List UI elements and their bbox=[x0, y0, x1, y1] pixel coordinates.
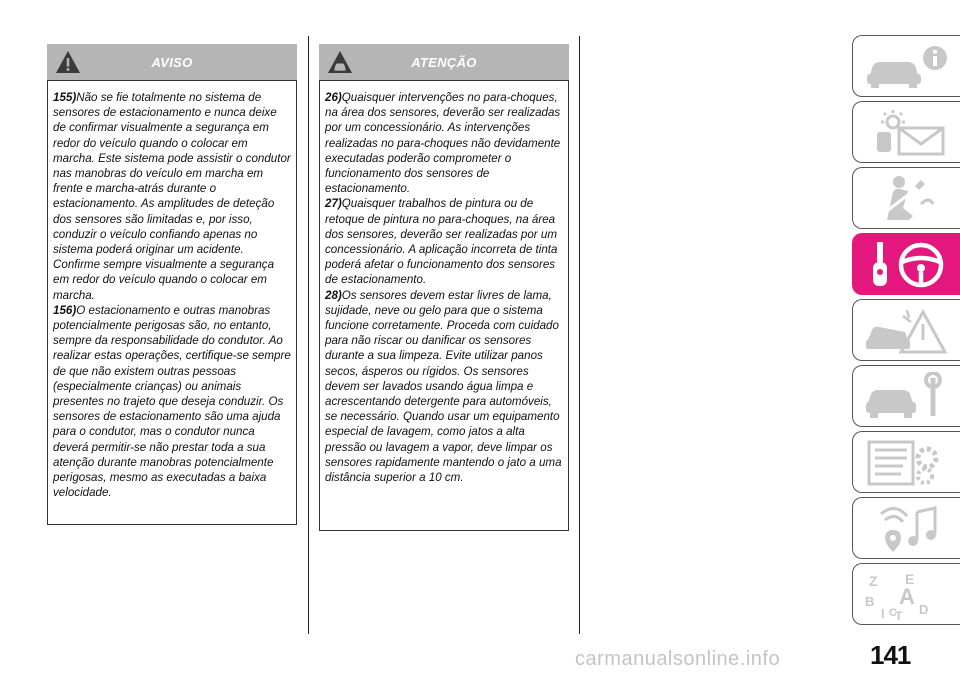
safety-seat-icon bbox=[863, 174, 953, 224]
chapter-tab-maintenance[interactable] bbox=[852, 365, 960, 427]
note-number: 28) bbox=[325, 288, 342, 302]
note-text: Quaisquer intervenções no para-choques, na área dos sensores, deverão ser realizadas por um concessionário. As intervenções realizadas no para-choques não devidamente executadas poderão comprometer o funcionamento dos sensores de estacionamento. bbox=[325, 91, 561, 196]
note-text: Quaisquer trabalhos de pintura ou de retoque de pintura no para-choques, na área dos sensores, deverão ser realizadas por um concessionário. A aplicação incorreta de tinta poderá afetar o funcionamento dos sensores de estacionamento. bbox=[325, 197, 558, 287]
warning-note bbox=[53, 303, 291, 501]
caution-box-header bbox=[319, 44, 569, 80]
warning-box bbox=[47, 44, 297, 525]
caution-note bbox=[325, 288, 563, 486]
note-text: Não se fie totalmente no sistema de sensores de estacionamento e nunca deixe de confirmar visualmente a segurança em redor do veículo quando o colocar em marcha. Este sistema pode assistir o condutor nas manobras do veículo em marcha em frente e marcha-atrás durante o estacionamento. As amplitudes de deteção dos sensores são limitadas e, por isso, conduzir o veículo confiando apenas no sistema poderá originar um acidente. Confirme sempre visualmente a segurança em redor do veículo quando o colocar em marcha. bbox=[53, 91, 291, 302]
svg-text:T: T bbox=[895, 609, 903, 620]
caution-box bbox=[319, 44, 569, 531]
svg-text:Z: Z bbox=[869, 573, 878, 589]
warning-box-header bbox=[47, 44, 297, 80]
caution-note bbox=[325, 90, 563, 196]
svg-text:B: B bbox=[865, 594, 875, 609]
column-divider-left bbox=[308, 36, 309, 634]
note-number: 156) bbox=[53, 303, 77, 317]
note-number: 27) bbox=[325, 197, 342, 211]
svg-text:C: C bbox=[889, 607, 897, 619]
car-maintenance-icon bbox=[863, 372, 953, 422]
steering-key-icon bbox=[863, 240, 953, 290]
note-text: O estacionamento e outras manobras potencialmente perigosas são, no entanto, sempre da responsabilidade do condutor. Ao realizar estas operações, certifique-se sempre de que não existem outras pessoas (especialmente crianças) ou animais presentes no trajeto que deseja conduzir. Os sensores de estacionamento são uma ajuda para o condutor, mas o condutor nunca deverá permitir-se não prestar toda a sua atenção durante manobras potencialmente perigosas, mesmo as executadas a baixa velocidade. bbox=[53, 303, 291, 500]
caution-note bbox=[325, 196, 563, 287]
svg-text:E: E bbox=[905, 571, 915, 587]
caution-box-body bbox=[319, 80, 569, 531]
warning-note bbox=[53, 90, 291, 303]
chapter-tab-technical-data[interactable] bbox=[852, 431, 960, 493]
page-number: 141 bbox=[870, 640, 911, 670]
car-caution-triangle-icon bbox=[327, 50, 353, 74]
note-text: Os sensores devem estar livres de lama, sujidade, neve ou gelo para que o sistema funcione corretamente. Proceda com cuidado para não riscar ou danificar os sensores durante a sua limpeza. Evite utilizar panos secos, ásperos ou rígidos. Os sensores devem ser lavados usando água limpa e acrescentando detergente para automóveis, se necessário. Quando usar um equipamento especial de lavagem, como jatos a alta pressão ou lavagem a vapor, deve limpar os sensores rapidamente mantendo o jato a uma distância superior a 10 cm. bbox=[325, 288, 562, 485]
warning-box-title: AVISO bbox=[151, 54, 193, 70]
watermark: carmanualsonline.info bbox=[575, 648, 781, 670]
svg-text:D: D bbox=[919, 602, 929, 617]
column-divider-right bbox=[579, 36, 580, 634]
chapter-tab-index[interactable] bbox=[852, 563, 960, 625]
chapter-tab-safety[interactable] bbox=[852, 167, 960, 229]
svg-text:A: A bbox=[899, 584, 915, 609]
warning-box-body bbox=[47, 80, 297, 525]
chapter-tab-emergency[interactable] bbox=[852, 299, 960, 361]
note-number: 155) bbox=[53, 91, 77, 104]
svg-text:I: I bbox=[881, 606, 885, 620]
chapter-tab-warning-lights[interactable] bbox=[852, 101, 960, 163]
note-number: 26) bbox=[325, 91, 342, 104]
multimedia-icon bbox=[863, 504, 953, 554]
warning-triangle-icon bbox=[55, 50, 81, 74]
chapter-tab-starting-driving[interactable] bbox=[852, 233, 960, 295]
caution-box-title: ATENÇÃO bbox=[411, 54, 477, 70]
car-emergency-icon bbox=[863, 306, 953, 356]
warning-lights-icon bbox=[863, 108, 953, 158]
chapter-tab-multimedia[interactable] bbox=[852, 497, 960, 559]
technical-data-icon bbox=[863, 438, 953, 488]
car-info-icon bbox=[863, 42, 953, 92]
chapter-tab-car-info[interactable] bbox=[852, 35, 960, 97]
alphabetical-index-icon bbox=[863, 570, 953, 620]
